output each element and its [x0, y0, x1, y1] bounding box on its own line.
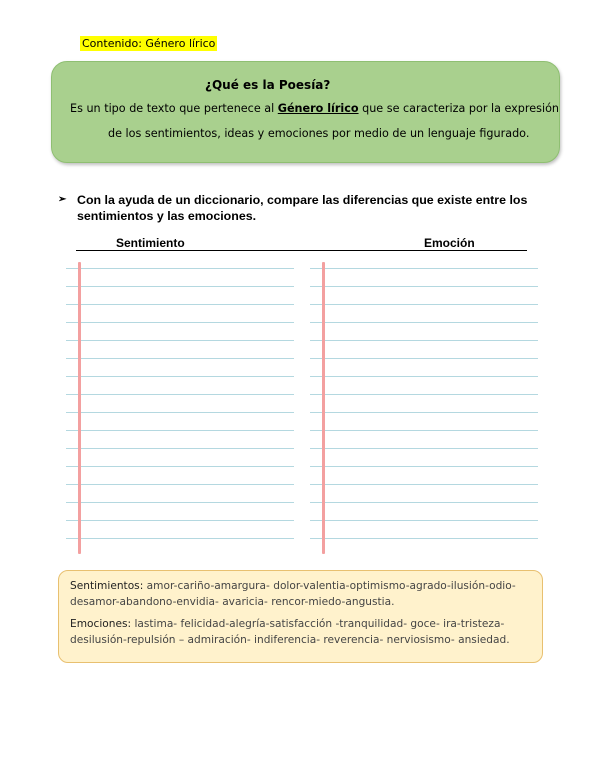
definition-line-2: de los sentimientos, ideas y emociones por medio de un lenguaje figurado.: [108, 127, 530, 140]
ruled-line: [310, 358, 538, 359]
ruled-line: [66, 322, 294, 323]
column-header-emocion-label: Emoción: [424, 236, 475, 250]
column-header-emocion: [422, 236, 527, 251]
definition-title: ¿Qué es la Poesía?: [205, 78, 331, 92]
ruled-line: [310, 340, 538, 341]
margin-line: [78, 262, 81, 554]
ruled-line: [310, 502, 538, 503]
ruled-line: [66, 502, 294, 503]
ruled-line: [310, 430, 538, 431]
ruled-line: [310, 538, 538, 539]
ruled-line: [66, 448, 294, 449]
ruled-line: [310, 322, 538, 323]
definition-line-1-start: Es un tipo de texto que pertenece al: [70, 102, 278, 115]
ruled-line: [66, 520, 294, 521]
column-header-sentimiento-label: Sentimiento: [116, 236, 185, 250]
ruled-line: [310, 394, 538, 395]
ruled-line: [310, 376, 538, 377]
ruled-line: [310, 448, 538, 449]
ruled-line: [66, 484, 294, 485]
definition-line-1: [70, 102, 559, 115]
ruled-line: [66, 268, 294, 269]
ruled-line: [310, 268, 538, 269]
ruled-line: [66, 340, 294, 341]
emotions-list: lastima- felicidad-alegría-satisfacción -tranquilidad- goce- ira-tristeza-desilusión-repulsión – admiración- indiferencia- reverencia- nerviosismo- ansiedad.: [70, 618, 510, 646]
ruled-line: [66, 358, 294, 359]
feelings-list: amor-cariño-amargura- dolor-valentia-optimismo-agrado-ilusión-odio-desamor-abandono-envidia- avaricia- rencor-miedo-angustia.: [70, 580, 516, 608]
ruled-line: [66, 430, 294, 431]
emotions-label: Emociones:: [70, 618, 132, 630]
ruled-line: [310, 412, 538, 413]
ruled-line: [310, 466, 538, 467]
notebook-lines-emocion[interactable]: [310, 262, 538, 554]
genre-term: Género lírico: [277, 102, 359, 115]
column-header-sentimiento: [76, 236, 422, 251]
ruled-line: [66, 394, 294, 395]
ruled-line: [310, 304, 538, 305]
margin-line: [322, 262, 325, 554]
feelings-paragraph: [70, 578, 532, 610]
instruction-text: Con la ayuda de un diccionario, compare las diferencias que existe entre los sentimientos y las emociones.: [77, 193, 528, 223]
ruled-line: [310, 286, 538, 287]
emotions-paragraph: [70, 616, 532, 648]
definition-line-1-end: que se caracteriza por la expresión: [358, 102, 560, 115]
ruled-line: [310, 484, 538, 485]
ruled-line: [66, 412, 294, 413]
feelings-label: Sentimientos:: [70, 580, 144, 592]
ruled-line: [66, 376, 294, 377]
ruled-line: [66, 304, 294, 305]
instruction: [58, 192, 528, 224]
ruled-line: [66, 286, 294, 287]
arrow-bullet-icon: ➢: [58, 194, 67, 205]
notebook-lines-sentimiento[interactable]: [66, 262, 294, 554]
topic-label: Contenido: Género lírico: [82, 37, 216, 50]
ruled-line: [310, 520, 538, 521]
ruled-line: [66, 466, 294, 467]
ruled-line: [66, 538, 294, 539]
